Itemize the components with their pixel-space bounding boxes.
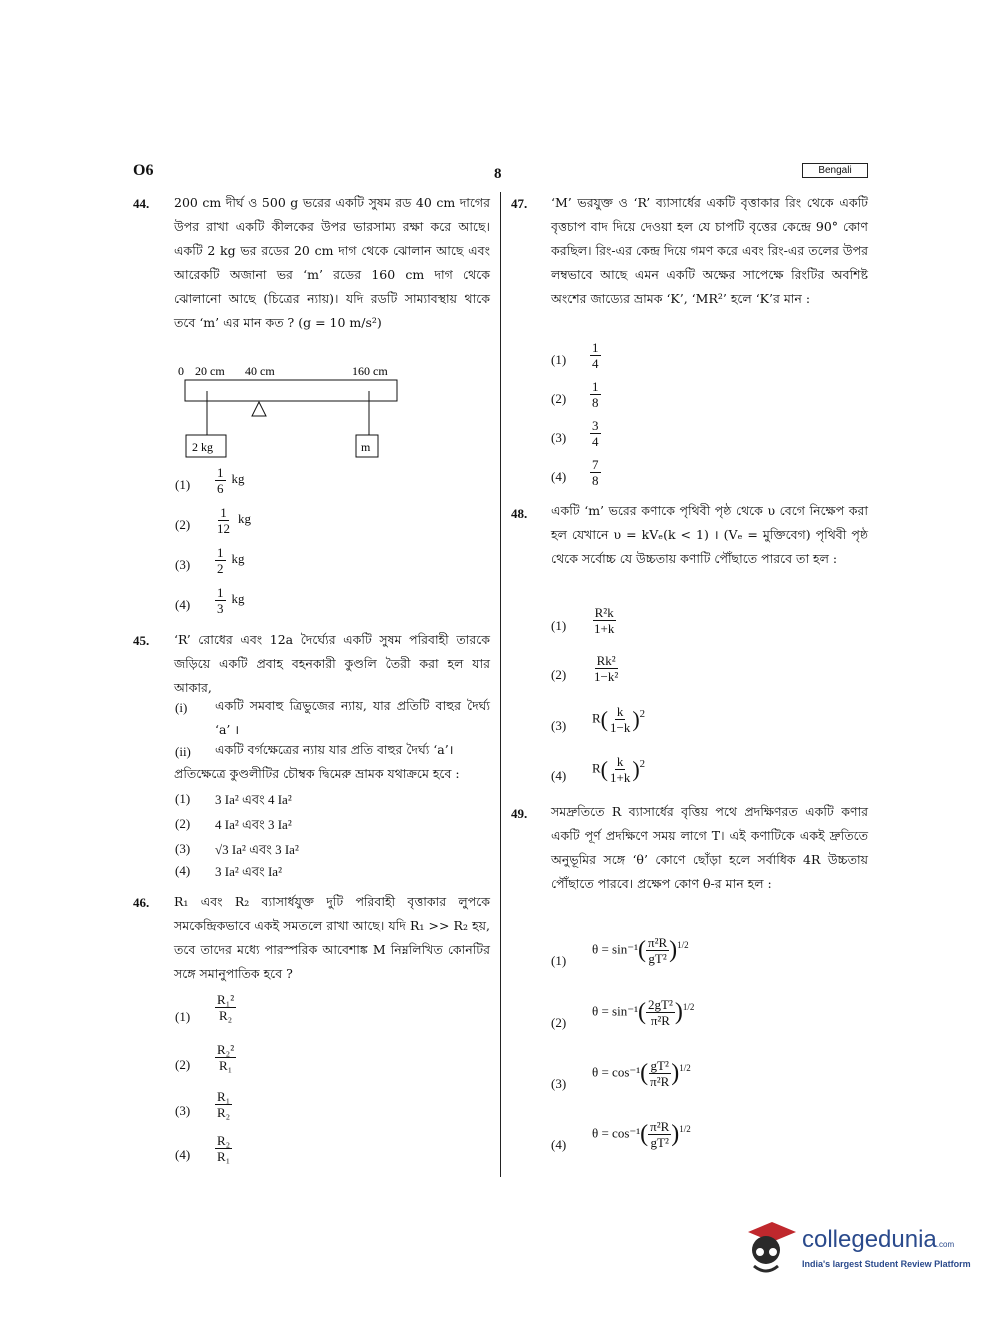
option-3: θ = cos⁻¹( $\frac{\text{gT²}}{\text{π²R}}$ )$^{1/2}$ [592, 1058, 691, 1089]
question-number: 47. [511, 196, 528, 211]
question-tail: প্রতিক্ষেত্রে কুণ্ডলীটির চৌম্বক দ্বিমেরু ভ্রামক যথাক্রমে হবে : [174, 766, 460, 781]
option-1: $\frac{1}{4}$ [592, 340, 599, 371]
option-3: R( $\frac{k}{1-k}$ )$^2$ [592, 704, 646, 735]
option-1: 3 Ia² এবং 4 Ia² [215, 792, 292, 807]
option-4: θ = cos⁻¹( $\frac{\text{π²R}}{\text{gT²}}$ )$^{1/2}$ [592, 1119, 691, 1150]
option-2: 4 Ia² এবং 3 Ia² [215, 817, 292, 832]
option-2: $\frac{1}{12}$ kg [217, 505, 251, 536]
question-number: 48. [511, 506, 528, 521]
question-number: 46. [133, 895, 150, 910]
question-text: একটি ‘m’ ভরের কণাকে পৃথিবী পৃষ্ঠ থেকে υ বেগে নিক্ষেপ করা হল যেখানে υ = kVₑ(k < 1) । (Vₑ = মুক্তিবেগ) পৃথিবী পৃষ্ঠ থেকে সর্বোচ্চ যে উচ্চতায় কণাটি পৌঁছাতে পারবে তা হল : [551, 503, 868, 566]
question-text: 200 cm দীর্ঘ ও 500 g ভরের একটি সুষম রড 40 cm দাগের উপর রাখা একটি কীলকের উপর ভারসাম্য রক্ষা করে আছে। একটি 2 kg ভর রডের 20 cm দাগ থেকে ঝোলান আছে এবং আরেকটি অজানা ভর ‘m’ রডের 160 cm দাগ থেকে ঝোলানো আছে (চিত্রের ন্যায়)। যদি রডটি সাম্যাবস্থায় থাকে তবে ‘m’ এর মান কত ? (g = 10 m/s²) [174, 195, 490, 330]
option-1: $\frac{\text{R₁²}}{\text{R₂}}$ [217, 992, 235, 1023]
option-4: $\frac{\text{R₂}}{\text{R₁}}$ [217, 1133, 231, 1164]
case-ii: একটি বর্গক্ষেত্রের ন্যায় যার প্রতি বাহুর দৈর্ঘ্য ‘a’। [215, 742, 454, 757]
option-3: $\frac{3}{4}$ [592, 418, 599, 449]
option-3: $\frac{1}{2}$ kg [217, 545, 245, 576]
mark-40: 40 cm [245, 364, 275, 378]
case-i: একটি সমবাহু ত্রিভুজের ন্যায়, যার প্রতিটি বাহুর দৈর্ঘ্য ‘a’ । [215, 698, 490, 737]
question-text: ‘R’ রোধের এবং 12a দৈর্ঘ্যের একটি সুষম পরিবাহী তারকে জড়িয়ে একটি প্রবাহ বহনকারী কুণ্ডলি তৈরী করা হল যার আকার, [174, 632, 490, 695]
option-1: $\frac{\text{R²k}}{1+k}$ [594, 605, 615, 636]
svg-text:m: m [361, 440, 371, 454]
option-2: $\frac{\text{R₂²}}{\text{R₁}}$ [217, 1042, 235, 1073]
collegedunia-logo-icon [742, 1214, 798, 1280]
option-2: $\frac{\text{Rk²}}{\text{1−k²}}$ [594, 653, 619, 684]
mark-0: 0 [178, 364, 184, 378]
svg-text:2 kg: 2 kg [192, 440, 213, 454]
option-1: $\frac{1}{6}$ kg [217, 465, 245, 496]
option-4: $\frac{1}{3}$ kg [217, 585, 245, 616]
language-label: Bengali [802, 163, 868, 178]
exam-code: O6 [133, 162, 154, 179]
option-3: √3 Ia² এবং 3 Ia² [215, 842, 299, 857]
option-4: $\frac{7}{8}$ [592, 457, 599, 488]
mark-160: 160 cm [352, 364, 388, 378]
mark-20: 20 cm [195, 364, 225, 378]
watermark-brand: collegedunia.com [802, 1226, 955, 1253]
question-text: সমদ্রুতিতে R ব্যাসার্ধের বৃত্তিয় পথে প্রদক্ষিণরত একটি কণার একটি পূর্ণ প্রদক্ষিণে সময় লাগে T। এই কণাটিকে একই দ্রুতিতে অনুভূমির সঙ্গে ‘θ’ কোণে ছোঁড়া হলে সর্বাধিক 4R উচ্চতায় পৌঁছাতে পারবে। প্রক্ষেপ কোণ θ-র মান হল : [551, 804, 868, 891]
column-divider [500, 192, 501, 1177]
option-1: θ = sin⁻¹( $\frac{\text{π²R}}{\text{gT²}}$ )$^{1/2}$ [592, 935, 689, 966]
fulcrum [252, 402, 266, 416]
lever-figure [170, 360, 410, 462]
option-2: $\frac{1}{8}$ [592, 379, 599, 410]
question-number: 49. [511, 806, 528, 821]
option-2: θ = sin⁻¹( $\frac{\text{2gT²}}{\text{π²R}}$ )$^{1/2}$ [592, 997, 695, 1028]
page-number: 8 [494, 166, 502, 182]
rod [185, 380, 397, 401]
question-text: R₁ এবং R₂ ব্যাসার্ধযুক্ত দুটি পরিবাহী বৃত্তাকার লুপকে সমকেন্দ্রিকভাবে একই সমতলে রাখা আছে। যদি R₁ >> R₂ হয়, তবে তাদের মধ্যে পারস্পরিক আবেশাঙ্ক M নিম্নলিখিত কোনটির সঙ্গে সমানুপাতিক হবে ? [174, 894, 490, 981]
watermark-tagline: India's largest Student Review Platform [802, 1259, 971, 1269]
question-text: ‘M’ ভরযুক্ত ও ‘R’ ব্যাসার্ধের একটি বৃত্তাকার রিং থেকে একটি বৃত্তচাপ বাদ দিয়ে দেওয়া হল যে চাপটি বৃত্তের কেন্দ্রে 90° কোণ করছিল। রিং-এর কেন্দ্র দিয়ে গমণ করে এবং রিং-এর তলের উপর লম্বভাবে আছে এমন একটি অক্ষের সাপেক্ষে রিংটির অবশিষ্ট অংশের জাড্যের ভ্রামক ‘K’, ‘MR²’ হলে ‘K’র মান : [551, 195, 868, 306]
option-3: $\frac{\text{R₁}}{\text{R₂}}$ [217, 1089, 231, 1120]
question-number: 45. [133, 633, 150, 648]
question-number: 44. [133, 196, 150, 211]
option-4: 3 Ia² এবং Ia² [215, 864, 282, 879]
option-4: R( $\frac{k}{1+k}$ )$^2$ [592, 754, 646, 785]
